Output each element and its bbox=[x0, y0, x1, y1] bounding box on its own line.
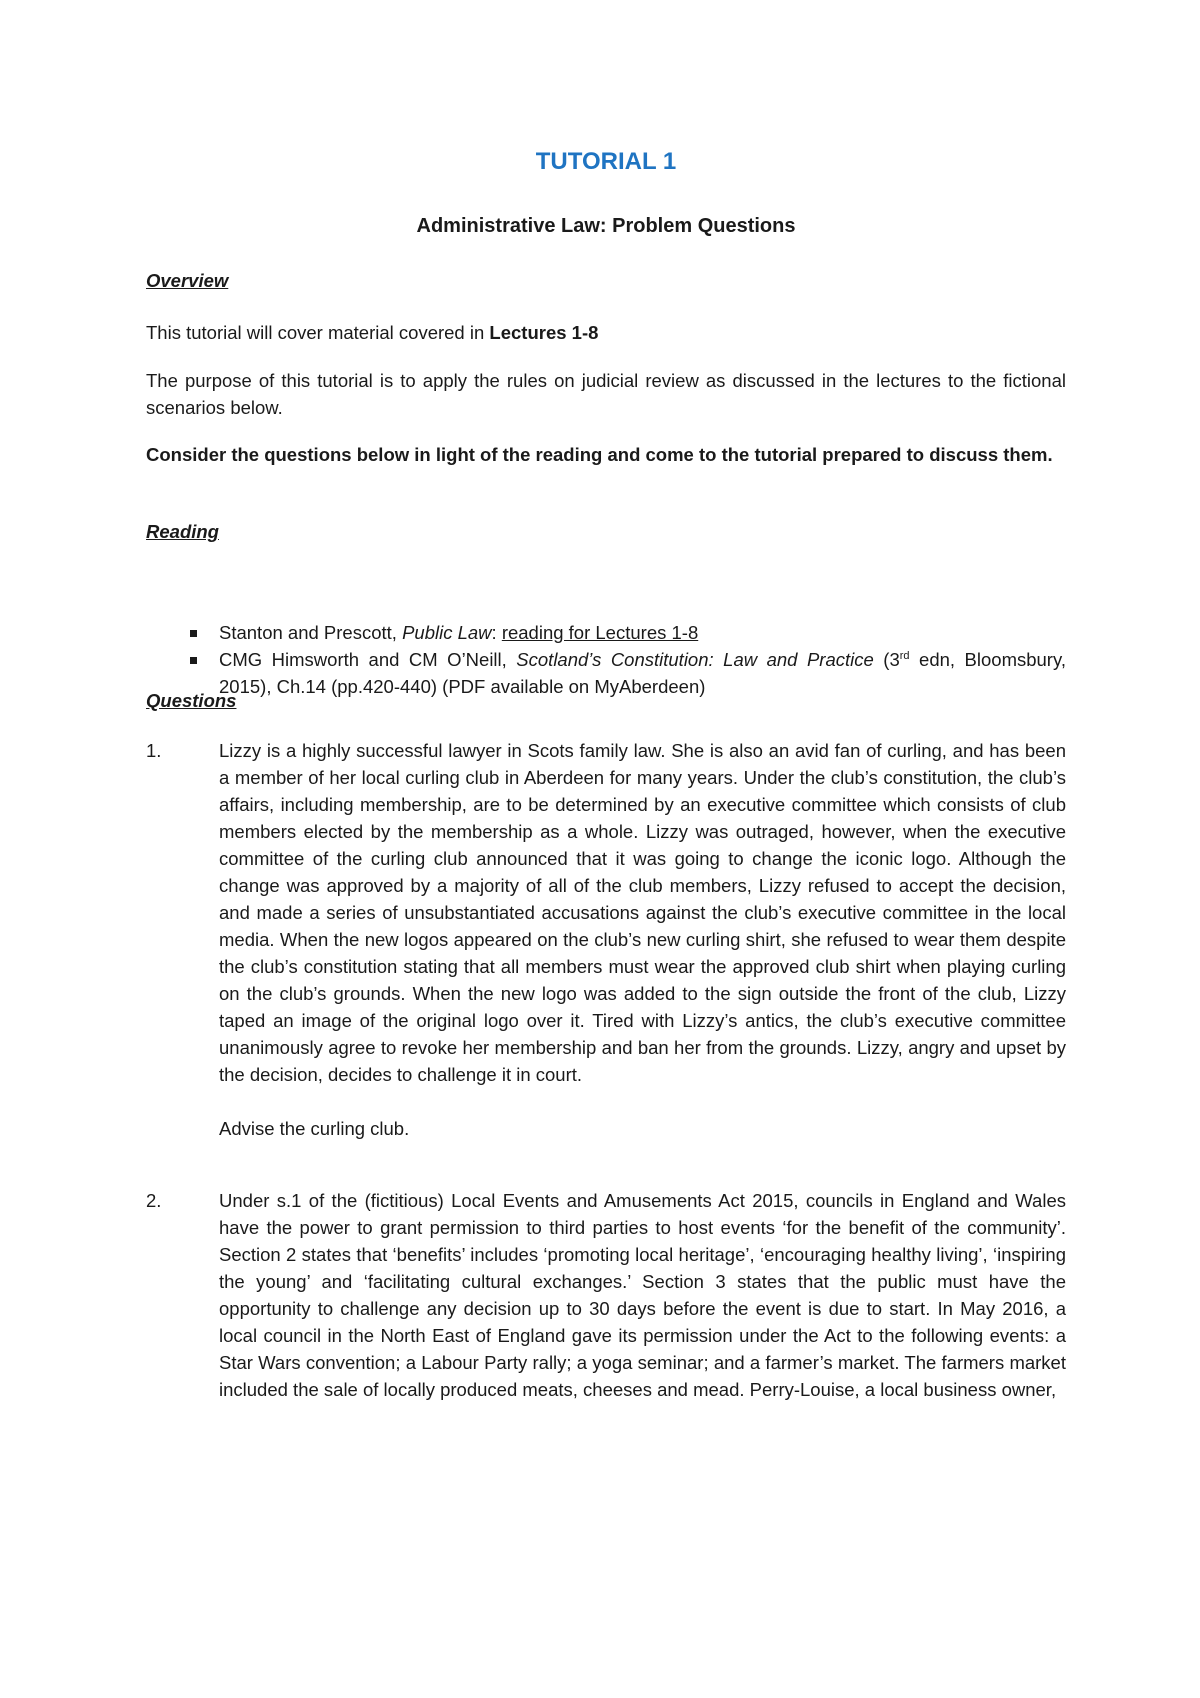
reading-item-1 bbox=[146, 619, 1066, 646]
question-text: Lizzy is a highly successful lawyer in Scots family law. She is also an avid fan of curling, and has been a member of her local curling club in Aberdeen for many years. Under the club’s constitution, the club’s affairs, including membership, are to be determined by an executive committee which consists of club members elected by the membership as a whole. Lizzy was outraged, however, when the executive committee of the curling club announced that it was going to change the iconic logo. Although the change was approved by a majority of all of the club members, Lizzy refused to accept the decision, and made a series of unsubstantiated accusations against the club’s executive committee in the local media. When the new logos appeared on the club’s new curling shirt, she refused to wear them despite the club’s constitution stating that all members must wear the approved club shirt when playing curling on the club’s grounds. When the new logo was added to the sign outside the front of the club, Lizzy taped an image of the original logo over it. Tired with Lizzy’s antics, the club’s executive committee unanimously agree to revoke her membership and ban her from the grounds. Lizzy, angry and upset by the decision, decides to challenge it in court. bbox=[219, 740, 1066, 1085]
page-title: TUTORIAL 1 bbox=[535, 148, 677, 175]
question-2 bbox=[146, 1187, 1066, 1403]
question-number: 2. bbox=[146, 1190, 162, 1211]
overview-coverage bbox=[146, 319, 1066, 346]
reading-2-title: Scotland’s Constitution: Law and Practice bbox=[516, 649, 874, 670]
page-subtitle: Administrative Law: Problem Questions bbox=[416, 215, 796, 237]
overview-purpose: The purpose of this tutorial is to apply the rules on judicial review as discussed in the lectures to the fictional scenarios below. bbox=[146, 370, 1066, 418]
reading-1-authors: Stanton and Prescott, bbox=[219, 622, 403, 643]
question-1 bbox=[146, 737, 1066, 1142]
bullet-icon bbox=[190, 657, 197, 664]
question-number: 1. bbox=[146, 740, 162, 761]
questions-heading: Questions bbox=[146, 690, 237, 711]
reading-1-title: Public Law bbox=[402, 622, 492, 643]
reading-heading: Reading bbox=[146, 521, 219, 542]
reading-2-edition-sup: rd bbox=[899, 649, 910, 662]
overview-instruction: Consider the questions below in light of the reading and come to the tutorial prepared to discuss them. bbox=[146, 444, 1053, 465]
reading-2-edition: (3 bbox=[873, 649, 900, 670]
coverage-text: This tutorial will cover material covered in bbox=[146, 322, 490, 343]
bullet-icon bbox=[190, 630, 197, 637]
coverage-lectures: Lectures 1-8 bbox=[489, 322, 599, 343]
overview-heading: Overview bbox=[146, 270, 229, 291]
reading-1-sep: : bbox=[491, 622, 502, 643]
question-text: Under s.1 of the (fictitious) Local Events and Amusements Act 2015, councils in England and Wales have the power to grant permission to third parties to host events ‘for the benefit of the community’. Section 2 states that ‘benefits’ includes ‘promoting local heritage’, ‘encouraging healthy living’, ‘inspiring the young’ and ‘facilitating cultural exchanges.’ Section 3 states that the public must have the opportunity to challenge any decision up to 30 days before the event is due to start. In May 2016, a local council in the North East of England gave its permission under the Act to the following events: a Star Wars convention; a Labour Party rally; a yoga seminar; and a farmer’s market. The farmers market included the sale of locally produced meats, cheeses and mead. Perry-Louise, a local business owner, bbox=[219, 1190, 1066, 1400]
reading-1-link[interactable]: reading for Lectures 1-8 bbox=[501, 622, 699, 643]
reading-2-rest: edn, Bloomsbury, 2015), Ch.14 (pp.420-440) (PDF available on MyAberdeen) bbox=[219, 649, 1066, 697]
question-advise: Advise the curling club. bbox=[219, 1118, 410, 1139]
reading-2-authors: CMG Himsworth and CM O’Neill, bbox=[219, 649, 517, 670]
